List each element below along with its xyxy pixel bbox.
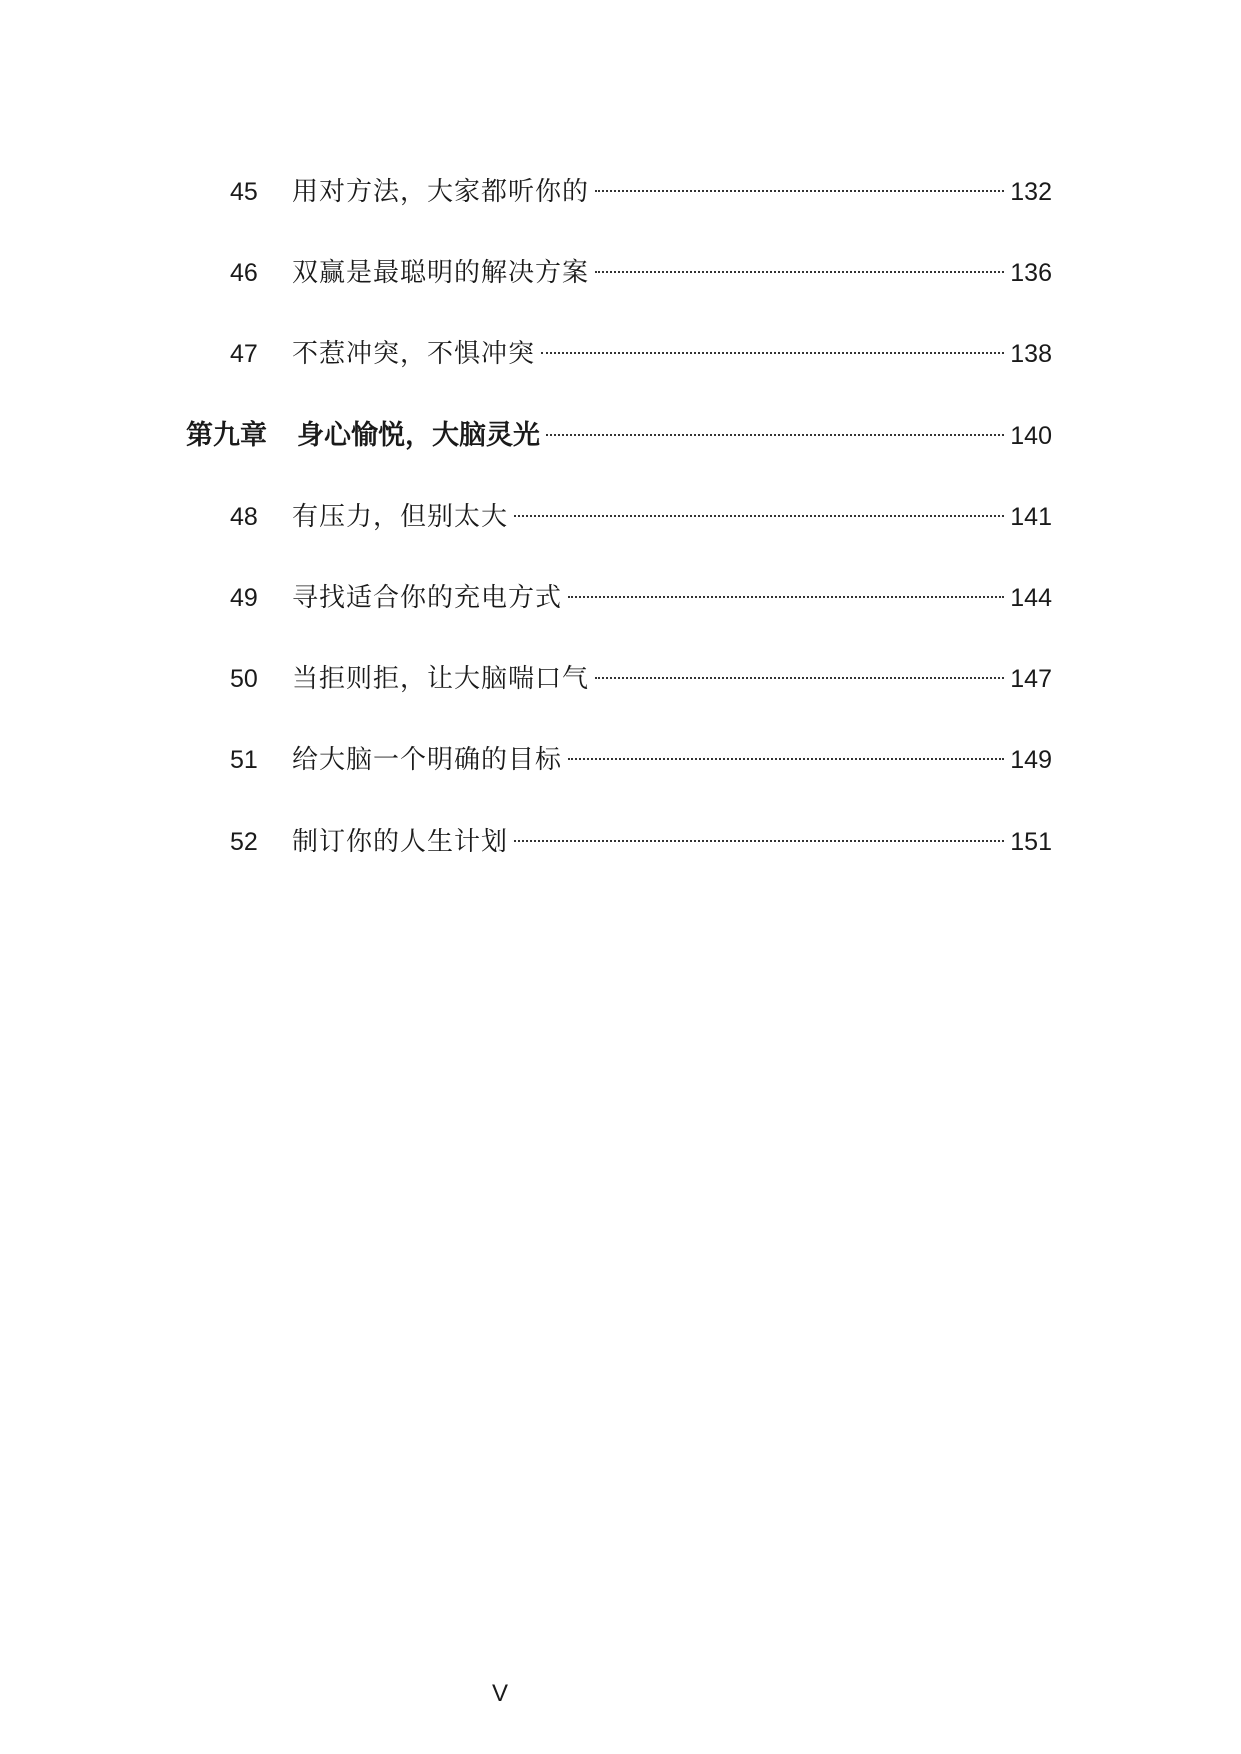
toc-entry-45 <box>186 172 1052 212</box>
entry-page: 147 <box>1010 665 1052 693</box>
dot-leader <box>514 515 1004 517</box>
entry-page: 149 <box>1010 746 1052 774</box>
entry-number: 47 <box>230 340 258 368</box>
dot-leader <box>595 190 1004 192</box>
dot-leader <box>514 840 1004 842</box>
toc-entry-51 <box>186 740 1052 780</box>
entry-page: 132 <box>1010 178 1052 206</box>
toc-entry-48 <box>186 497 1052 537</box>
entry-number: 48 <box>230 503 258 531</box>
entry-page: 136 <box>1010 259 1052 287</box>
toc-entry-50 <box>186 659 1052 699</box>
entry-page: 138 <box>1010 340 1052 368</box>
entry-title: 用对方法，大家都听你的 <box>292 177 590 207</box>
entry-title: 寻找适合你的充电方式 <box>292 583 563 613</box>
entry-title: 不惹冲突，不惧冲突 <box>292 339 536 369</box>
entry-page: 151 <box>1010 828 1052 856</box>
entry-number: 45 <box>230 178 258 206</box>
page-number-footer: V <box>491 1680 508 1707</box>
toc-entry-47 <box>186 334 1052 374</box>
entry-page: 141 <box>1010 503 1052 531</box>
dot-leader <box>546 434 1004 436</box>
dot-leader <box>568 596 1004 598</box>
entry-number: 46 <box>230 259 258 287</box>
entry-number: 50 <box>230 665 258 693</box>
entry-number: 52 <box>230 828 258 856</box>
toc-chapter-9 <box>186 416 1052 456</box>
toc-entry-46 <box>186 253 1052 293</box>
entry-page: 140 <box>1010 422 1052 450</box>
entry-title: 有压力，但别太大 <box>292 502 509 532</box>
dot-leader <box>595 271 1004 273</box>
chapter-title: 身心愉悦，大脑灵光 <box>297 420 540 451</box>
entry-title: 给大脑一个明确的目标 <box>292 745 563 775</box>
entry-number: 51 <box>230 746 258 774</box>
entry-page: 144 <box>1010 584 1052 612</box>
toc-entry-52 <box>186 822 1052 862</box>
dot-leader <box>595 677 1004 679</box>
entry-title: 当拒则拒，让大脑喘口气 <box>292 664 590 694</box>
chapter-label: 第九章 <box>186 420 267 451</box>
dot-leader <box>541 352 1004 354</box>
toc-entry-49 <box>186 578 1052 618</box>
entry-title: 双赢是最聪明的解决方案 <box>292 258 590 288</box>
entry-title: 制订你的人生计划 <box>292 827 509 857</box>
entry-number: 49 <box>230 584 258 612</box>
dot-leader <box>568 758 1004 760</box>
